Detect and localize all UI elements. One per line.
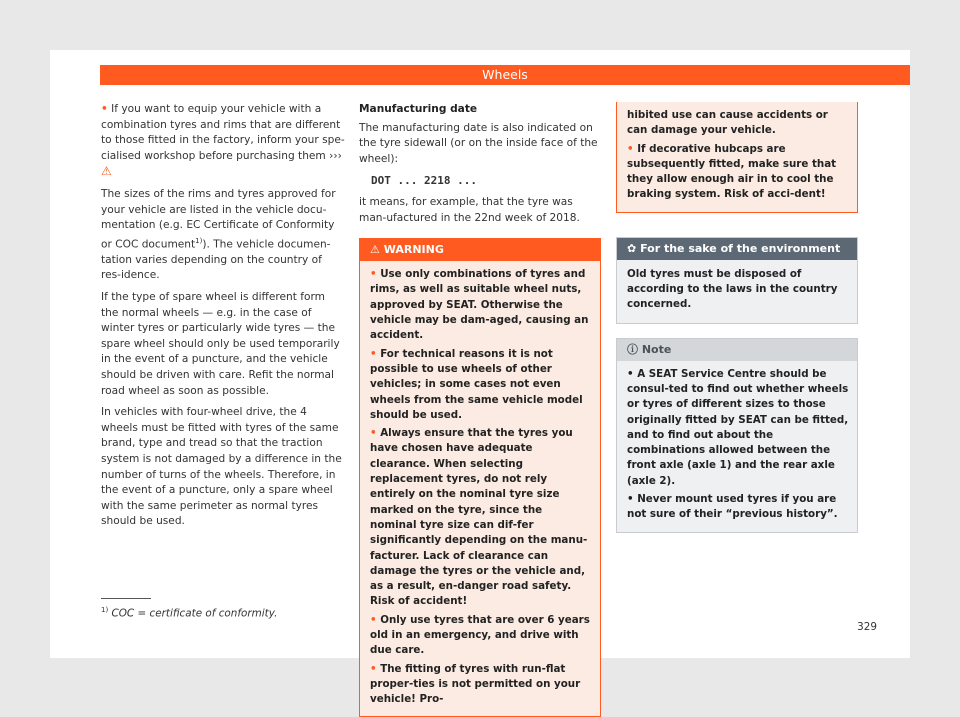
environment-header: ✿ For the sake of the environment <box>617 238 857 260</box>
warning-body <box>360 261 600 716</box>
bullet-icon: • <box>370 347 377 360</box>
sizes-paragraph: The sizes of the rims and tyres approved for your vehicle are listed in the vehicle docu-mentation (e.g. EC Certificate of Conformity or COC document$^{1)}$). The vehicle documen-tation varies depending on the country of res-idence. <box>101 187 336 282</box>
environment-box <box>616 237 858 324</box>
manufacturing-date-example: it means, for example, that the tyre was man-ufactured in the 22nd week of 2018. <box>359 195 580 224</box>
warning-box <box>359 238 601 717</box>
warning-item: • Always ensure that the tyres you have chosen have adequate clearance. When selecting replacement tyres, do not rely entirely on the nominal tyre size marked on the tyre, since the nominal tyre size can dif-fer significantly depending on the manu-facturer. Lack of clearance can damage the tyres or the vehicle and, as a result, en-danger road safety. Risk of accident! <box>370 427 588 608</box>
bullet-icon: • <box>627 493 634 506</box>
column-middle <box>359 102 601 717</box>
section-header: Wheels <box>100 65 910 85</box>
note-item: • A SEAT Service Centre should be consul-ted to find out whether wheels or tyres of different sizes to those originally fitted by SEAT can be fitted, and to find out about the combinations allowed between the front axle (axle 1) and the rear axle (axle 2). <box>627 367 849 487</box>
note-box <box>616 338 858 533</box>
warning-triangle-icon: ⚠ <box>370 243 380 257</box>
four-wheel-drive-paragraph: In vehicles with four-wheel drive, the 4 wheels must be fitted with tyres of the same brand, type and tread so that the traction system is not damaged by a difference in the number of turns of the wheels. Therefore, in the event of a puncture, only a spare wheel with the same perimeter as normal tyres should be used. <box>101 406 342 528</box>
intro-paragraph: • If you want to equip your vehicle with a combination tyres and rims that are different to those fitted in the factory, inform your spe-cialised workshop before purchasing them ››› ⚠ <box>101 103 345 179</box>
warning-header: ⚠ WARNING <box>360 239 600 261</box>
manual-page <box>50 50 910 706</box>
manufacturing-date-text: The manufacturing date is also indicated on the tyre sidewall (or on the inside face of the wheel): <box>359 121 598 165</box>
info-icon: ⓘ <box>627 342 638 356</box>
note-body <box>617 361 857 532</box>
bullet-icon: • <box>370 427 377 440</box>
bullet-icon: • <box>370 662 377 675</box>
note-header: ⓘ Note <box>617 339 857 361</box>
page-number: 329 <box>857 621 877 633</box>
warning-item: • Only use tyres that are over 6 years old in an emergency, and drive with due care. <box>370 613 590 657</box>
warning-item: • For technical reasons it is not possible to use wheels of other vehicles; in some cases not even wheels from the same vehicle model should be used. <box>370 347 583 421</box>
bullet-icon: • <box>370 268 377 281</box>
warning-item: • The fitting of tyres with run-flat proper-ties is not permitted on your vehicle! Pro- <box>370 662 581 706</box>
footnote: $^{1)}$ COC = certificate of conformity. <box>101 606 278 620</box>
warning-item-continued: hibited use can cause accidents or can damage your vehicle. <box>627 109 828 137</box>
bullet-icon: • <box>627 367 634 380</box>
manufacturing-date-heading: Manufacturing date <box>359 103 478 115</box>
warning-body-continued <box>617 102 857 212</box>
note-item: • Never mount used tyres if you are not sure of their “previous history”. <box>627 493 838 521</box>
dot-code: DOT ... 2218 ... <box>371 174 477 188</box>
bullet-icon: • <box>101 103 108 115</box>
warning-item: • Use only combinations of tyres and rims, as well as suitable wheel nuts, approved by SEAT. Otherwise the vehicle may be dam-aged, causing an accident. <box>370 268 589 342</box>
warning-box-continued <box>616 102 858 213</box>
column-left <box>101 102 345 536</box>
environment-flower-icon: ✿ <box>627 241 637 255</box>
footnote-divider <box>101 598 151 599</box>
footnote-ref: 1) <box>195 236 203 245</box>
environment-body <box>617 260 857 323</box>
warning-triangle-icon: ⚠ <box>101 164 112 179</box>
cross-reference: ››› ⚠ <box>101 149 342 179</box>
column-right <box>616 102 858 533</box>
bullet-icon: • <box>627 142 634 155</box>
environment-text: Old tyres must be disposed of according to the laws in the country concerned. <box>627 267 838 311</box>
bullet-icon: • <box>370 613 377 626</box>
spare-wheel-paragraph: If the type of spare wheel is different form the normal wheels — e.g. in the case of winter tyres or particularly wide tyres — the spare wheel should only be used temporarily in the event of a puncture, and the vehicle should be driven with care. Refit the normal road wheel as soon as possible. <box>101 291 340 397</box>
warning-item: • If decorative hubcaps are subsequently fitted, make sure that they allow enough air in to cool the braking system. Risk of acci-dent! <box>627 142 837 201</box>
